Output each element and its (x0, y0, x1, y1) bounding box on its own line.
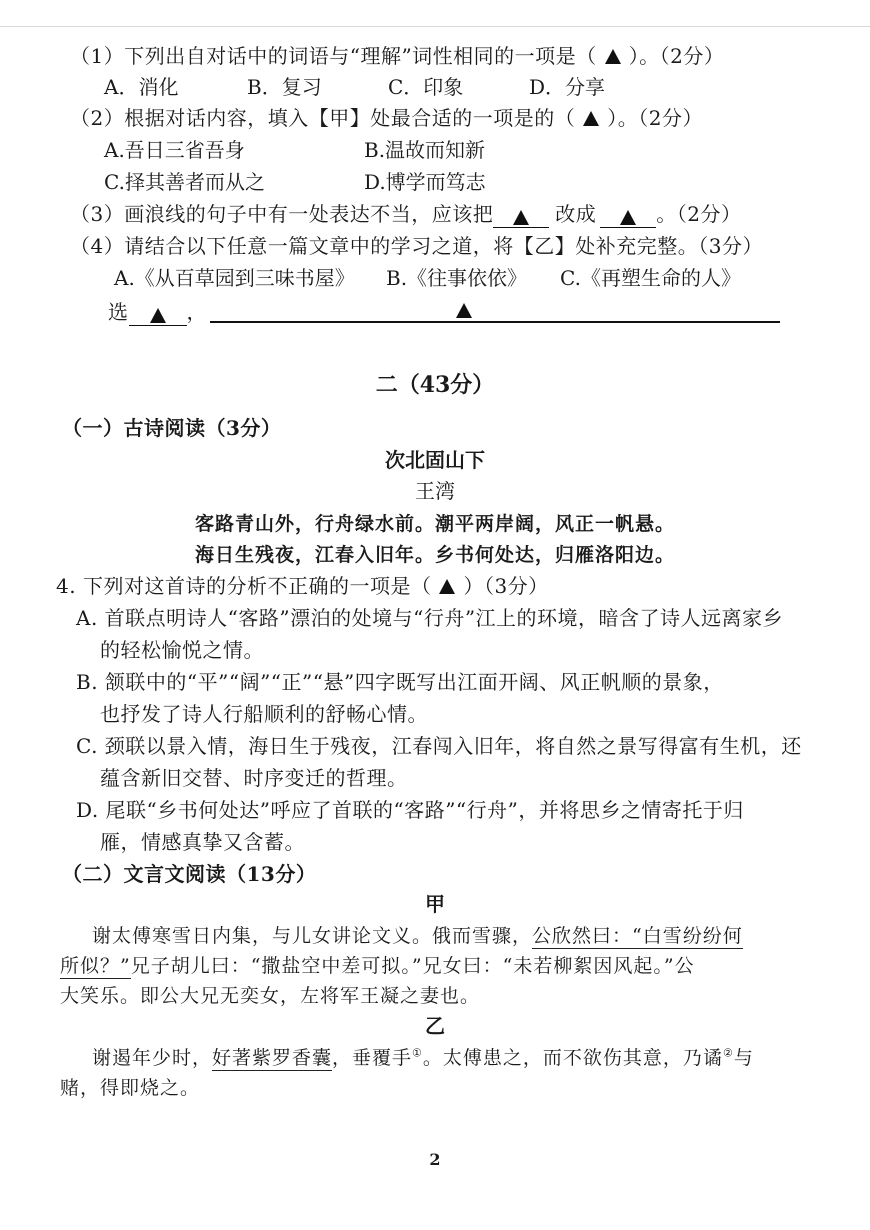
answer-triangle-icon (620, 210, 636, 225)
poem-question-stem: 4. 下列对这首诗的分析不正确的一项是（ ）（3分） (56, 574, 549, 598)
underlined-sentence: 公欣然曰：“白雪纷纷何 (532, 925, 743, 947)
underlined-phrase: 好著紫罗香囊 (212, 1047, 333, 1069)
q2-option-a: A.吾日三省吾身 (104, 138, 245, 162)
answer-triangle-icon (150, 308, 166, 323)
answer-triangle-icon (456, 302, 472, 321)
passage-jia-line-1: 谢太傅寒雪日内集，与儿女讲论文义。俄而雪骤，公欣然曰：“白雪纷纷何 (92, 925, 743, 947)
poem-option-d-line-1: D. 尾联“乡书何处达”呼应了首联的“客路”“行舟”，并将思乡之情寄托于归 (76, 798, 744, 822)
poem-option-a-line-2: 的轻松愉悦之情。 (100, 638, 264, 662)
poem-option-b-line-1: B. 颔联中的“平”“阔”“正”“悬”四字既写出江面开阔、风正帆顺的景象， (76, 670, 724, 694)
underlined-sentence: 所似？” (60, 955, 131, 977)
q4-option-a: A.《从百草园到三味书屋》 (114, 266, 355, 290)
poem-line-2: 海日生残夜，江春入旧年。乡书何处达，归雁洛阳边。 (194, 544, 675, 566)
poem-option-c-line-1: C. 颈联以景入情，海日生于残夜，江春闯入旧年，将自然之景写得富有生机，还 (76, 734, 802, 758)
q1-option-a: A．消化 (104, 75, 179, 99)
top-divider (0, 26, 870, 27)
passage-jia-line-3: 大笑乐。即公大兄无奕女，左将军王凝之妻也。 (60, 985, 481, 1007)
q4-option-c: C.《再塑生命的人》 (560, 266, 741, 290)
answer-triangle-icon (513, 210, 529, 225)
section-heading: 二（43分） (375, 372, 495, 398)
answer-triangle-icon (439, 579, 455, 594)
passage-jia-label: 甲 (425, 892, 445, 916)
poem-option-d-line-2: 雁，情感真挚又含蓄。 (100, 830, 305, 854)
footnote-marker: ② (722, 1046, 734, 1060)
answer-triangle-icon (605, 49, 621, 64)
q1-option-c: C．印象 (388, 75, 464, 99)
poem-option-b-line-2: 也抒发了诗人行船顺利的舒畅心情。 (100, 702, 428, 726)
subsection-poetry-heading: （一）古诗阅读（3分） (62, 416, 282, 440)
q2-option-d: D.博学而笃志 (364, 170, 486, 194)
answer-line[interactable] (210, 321, 780, 323)
answer-blank[interactable] (600, 203, 656, 228)
question-4-stem: （4）请结合以下任意一篇文章中的学习之道，将【乙】处补充完整。（3分） (70, 234, 763, 258)
passage-jia-line-2: 所似？”兄子胡儿曰：“撒盐空中差可拟。”兄女曰：“未若柳絮因风起。”公 (60, 955, 695, 977)
q4-choice-row: 选 ， (108, 300, 207, 324)
passage-yi-line-1: 谢遏年少时，好著紫罗香囊，垂覆手①。太傅患之，而不欲伤其意，乃谲②与 (92, 1046, 754, 1069)
choice-blank[interactable] (129, 301, 187, 326)
subsection-classical-heading: （二）文言文阅读（13分） (62, 862, 317, 886)
poem-title: 次北固山下 (385, 448, 485, 472)
question-3-stem: （3）画浪线的句子中有一处表达不当，应该把 改成 。（2分） (70, 202, 742, 226)
page-number: 2 (429, 1150, 441, 1169)
q1-option-d: D．分享 (529, 75, 606, 99)
poem-option-a-line-1: A. 首联点明诗人“客路”漂泊的处境与“行舟”江上的环境，暗含了诗人远离家乡 (76, 606, 784, 630)
poem-line-1: 客路青山外，行舟绿水前。潮平两岸阔，风正一帆悬。 (194, 513, 675, 535)
q4-option-b: B.《往事依依》 (386, 266, 528, 290)
footnote-marker: ① (412, 1046, 423, 1060)
poem-author: 王湾 (415, 479, 455, 503)
question-2-stem: （2）根据对话内容，填入【甲】处最合适的一项是的（ ）。（2分） (70, 106, 703, 130)
answer-blank[interactable] (493, 203, 549, 228)
question-1-stem: （1）下列出自对话中的词语与“理解”词性相同的一项是（ ）。（2分） (70, 44, 725, 68)
q1-option-b: B．复习 (247, 75, 322, 99)
q2-option-b: B.温故而知新 (364, 138, 486, 162)
passage-yi-line-2: 赌，得即烧之。 (60, 1077, 201, 1099)
answer-triangle-icon (583, 111, 599, 126)
poem-option-c-line-2: 蕴含新旧交替、时序变迁的哲理。 (100, 766, 408, 790)
passage-yi-label: 乙 (425, 1014, 445, 1038)
q2-option-c: C.择其善者而从之 (104, 170, 265, 194)
